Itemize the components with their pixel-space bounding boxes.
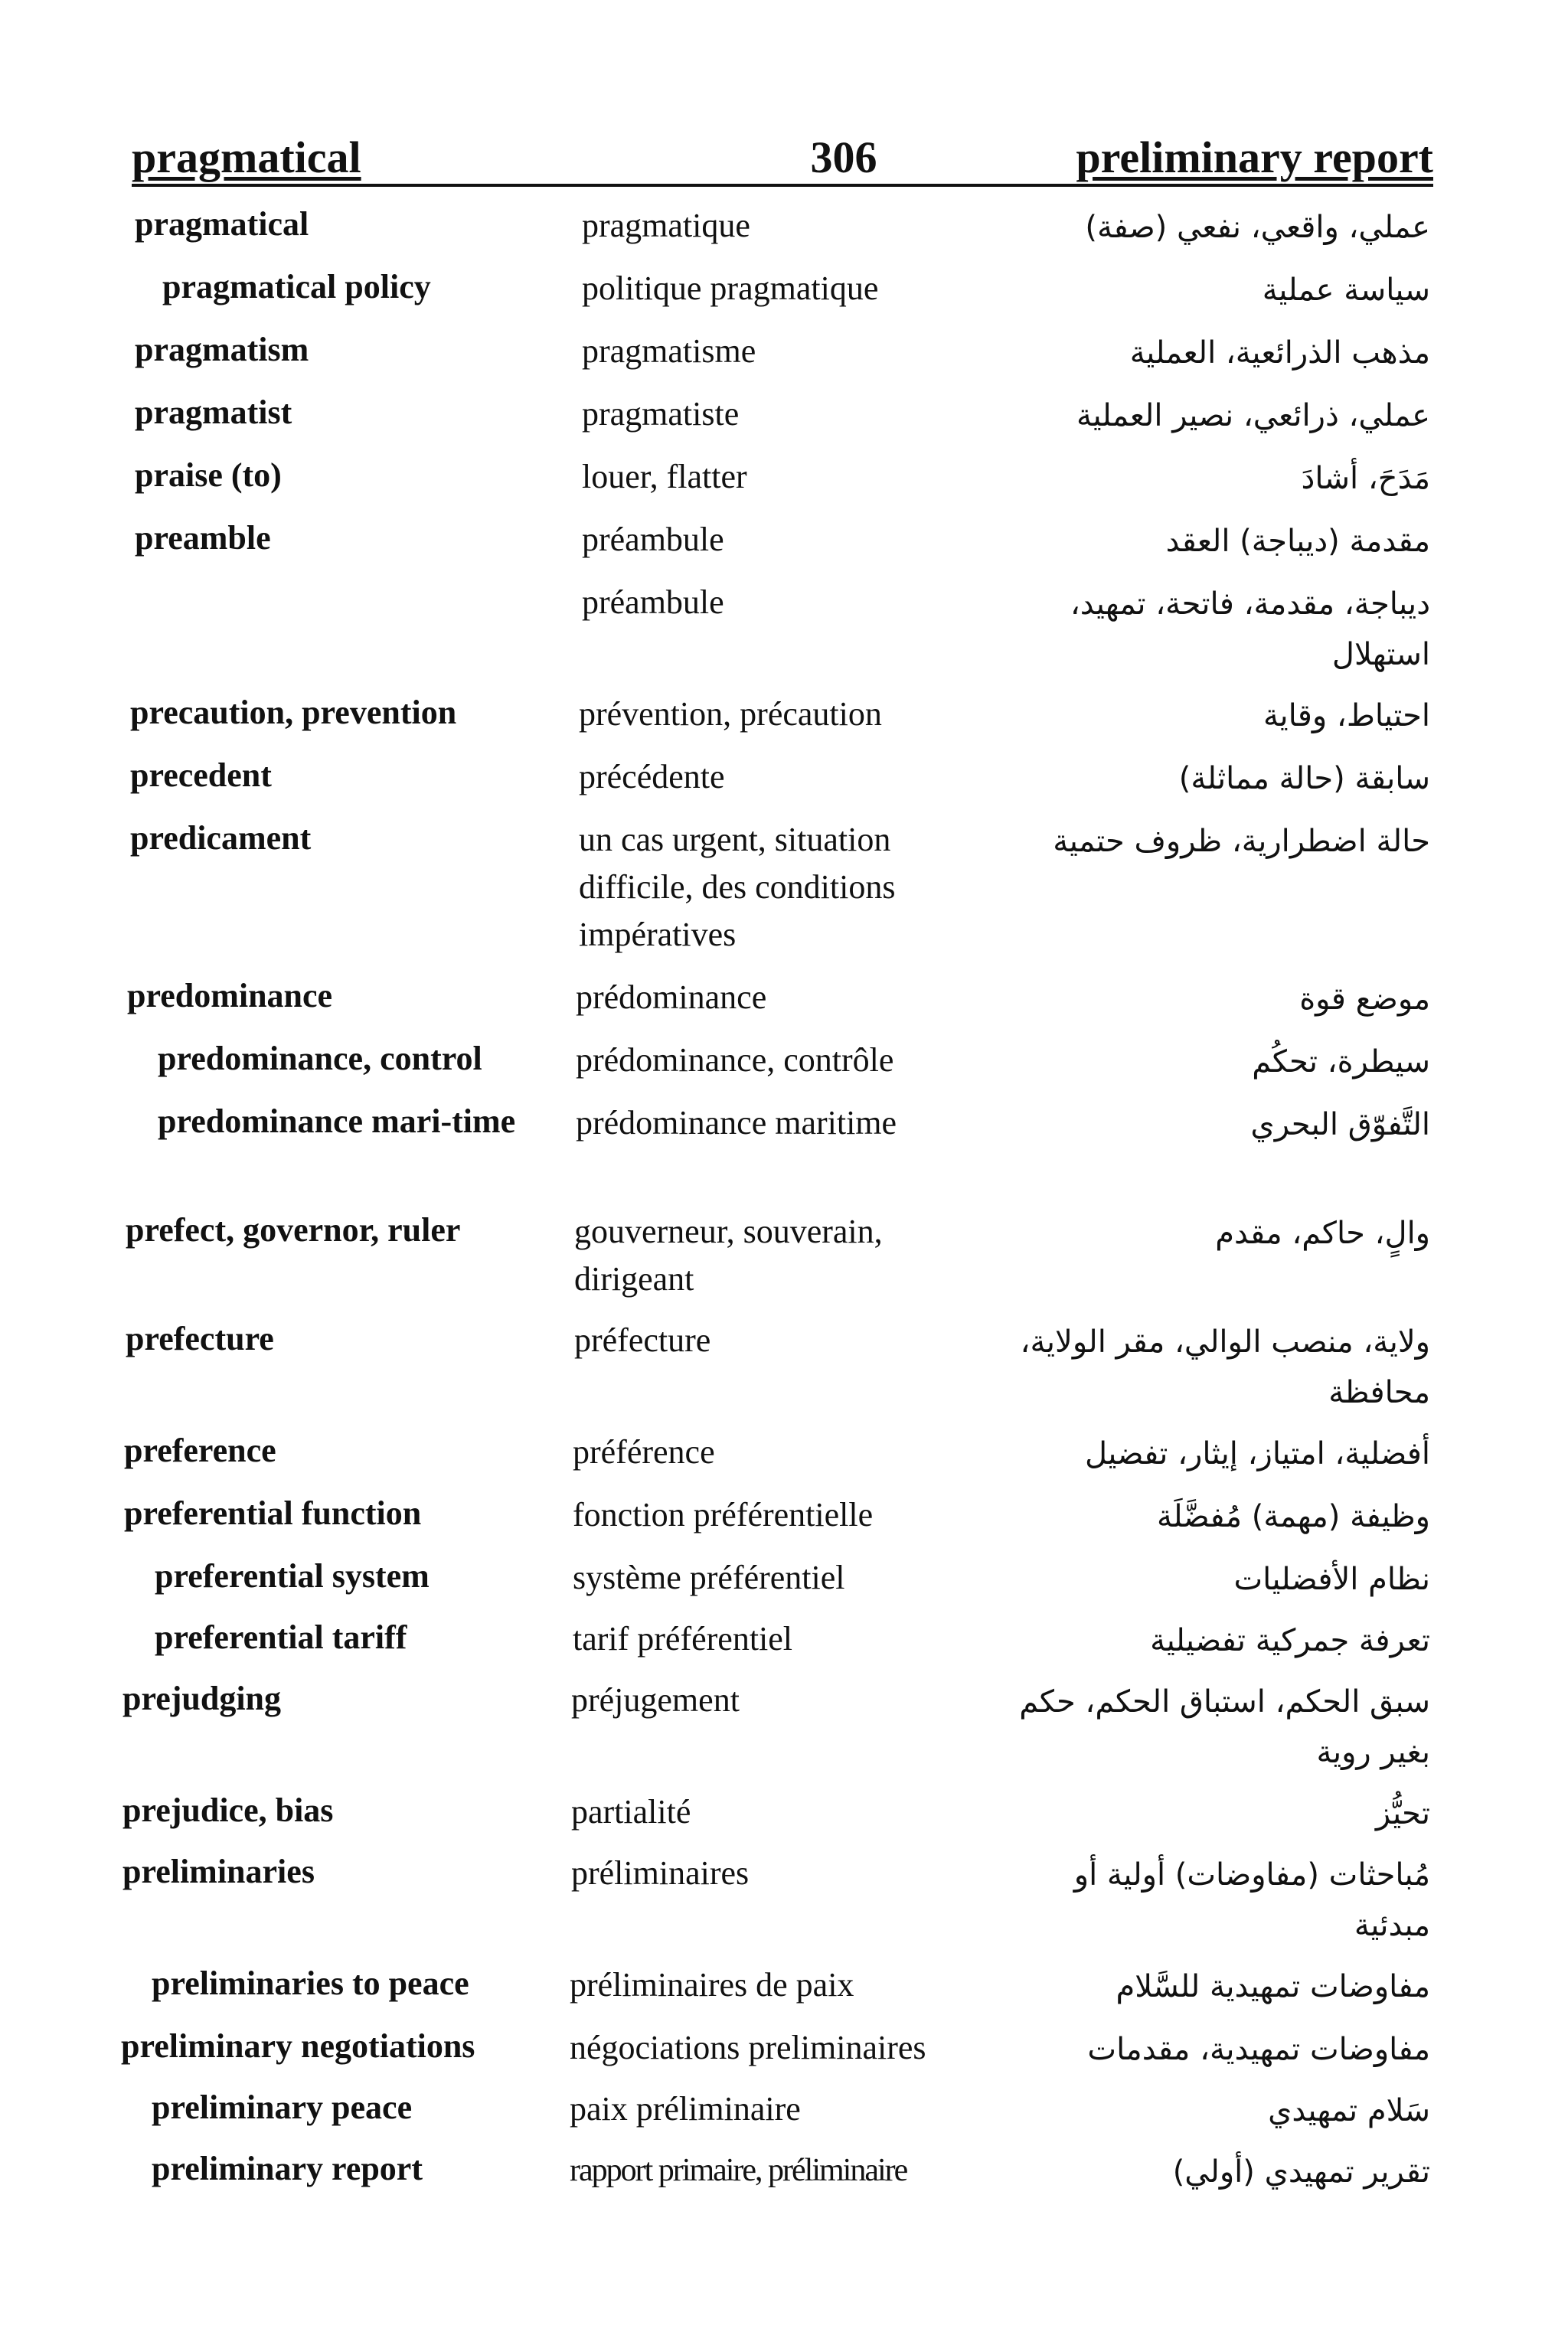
french-term: fonction préférentielle — [573, 1496, 874, 1533]
french-term: système préférentiel — [573, 1559, 845, 1596]
french-term: un cas urgent, situation difficile, des conditions impératives — [579, 821, 896, 953]
arabic-term: أفضلية، امتياز، إيثار، تفضيل — [1085, 1436, 1430, 1471]
arabic-term: موضع قوة — [1299, 981, 1430, 1017]
english-term: preliminaries to peace — [152, 1965, 469, 2002]
arabic-term: مذهب الذرائعية، العملية — [1129, 335, 1430, 371]
arabic-term: وظيفة (مهمة) مُفضَّلَة — [1156, 1499, 1430, 1534]
arabic-term: مفاوضات تمهيدية، مقدمات — [1087, 2032, 1430, 2067]
page-number: 306 — [810, 132, 877, 182]
arabic-term: مفاوضات تمهيدية للسَّلام — [1116, 1969, 1430, 2004]
arabic-term: عملي، واقعي، نفعي (صفة) — [1085, 210, 1430, 245]
english-term: preferential system — [155, 1557, 430, 1595]
french-term: pragmatisme — [582, 332, 756, 370]
english-term: pragmatical — [135, 205, 309, 243]
french-term: partialité — [571, 1793, 691, 1831]
french-term: préambule — [582, 521, 724, 558]
french-term: préliminaires de paix — [570, 1966, 854, 2004]
arabic-term: مَدَحَ، أشادَ — [1301, 461, 1430, 496]
french-term: préjugement — [571, 1681, 740, 1719]
english-term: preference — [124, 1432, 276, 1469]
english-term: precedent — [130, 756, 272, 794]
right-guide-word: preliminary report — [1076, 132, 1433, 182]
french-term: pragmatiste — [582, 395, 740, 433]
arabic-term: التَّفوّق البحري — [1250, 1107, 1430, 1142]
english-term: preferential function — [124, 1494, 422, 1532]
arabic-term: سياسة عملية — [1262, 273, 1430, 308]
arabic-term: حالة اضطرارية، ظروف حتمية — [1053, 824, 1430, 859]
arabic-term: تعرفة جمركية تفضيلية — [1150, 1623, 1430, 1658]
french-term: politique pragmatique — [582, 269, 879, 307]
arabic-term: نظام الأفضليات — [1233, 1562, 1430, 1597]
arabic-term: تقرير تمهيدي (أولي) — [1172, 2154, 1430, 2190]
arabic-term: والٍ، حاكم، مقدم — [1215, 1216, 1430, 1251]
arabic-term: سَلام تمهيدي — [1268, 2093, 1430, 2128]
english-term: predicament — [130, 819, 312, 857]
french-term: gouverneur, souverain, dirigeant — [574, 1213, 883, 1298]
english-term: precaution, prevention — [130, 694, 457, 731]
french-term: paix préliminaire — [570, 2090, 801, 2128]
arabic-term: احتياط، وقاية — [1263, 698, 1430, 733]
french-term: négociations preliminaires — [570, 2029, 926, 2066]
english-term: pragmatical policy — [162, 268, 431, 305]
left-guide-word: pragmatical — [132, 132, 361, 182]
arabic-term: مقدمة (ديباجة) العقد — [1165, 524, 1430, 559]
arabic-term: ولاية، منصب الوالي، مقر الولاية، محافظة — [1020, 1324, 1430, 1410]
french-term: préambule — [582, 583, 724, 621]
french-term: préliminaires — [571, 1854, 750, 1892]
french-term: prédominance, contrôle — [576, 1041, 894, 1079]
french-term: prévention, précaution — [579, 695, 882, 733]
english-term: prejudice, bias — [122, 1791, 334, 1829]
english-term: prejudging — [122, 1680, 282, 1717]
french-term: prédominance — [576, 978, 767, 1016]
arabic-term: مُباحثات (مفاوضات) أولية أو مبدئية — [1073, 1857, 1430, 1943]
arabic-term: سيطرة، تحكُم — [1252, 1044, 1430, 1079]
english-term: preliminaries — [122, 1853, 315, 1890]
arabic-term: عملي، ذرائعي، نصير العملية — [1076, 398, 1430, 433]
english-term: preliminary report — [152, 2150, 423, 2187]
french-term: rapport primaire, préliminaire — [570, 2153, 907, 2188]
english-term: pragmatism — [135, 331, 309, 368]
french-term: préfecture — [574, 1321, 711, 1359]
arabic-term: تحيُّز — [1375, 1796, 1430, 1831]
arabic-term: ديباجة، مقدمة، فاتحة، تمهيد، استهلال — [1070, 586, 1430, 672]
english-term: praise (to) — [135, 456, 282, 494]
french-term: précédente — [579, 758, 725, 795]
french-term: préférence — [573, 1433, 715, 1471]
arabic-term: سبق الحكم، استباق الحكم، حكم بغير روية — [1019, 1684, 1430, 1770]
french-term: tarif préférentiel — [573, 1620, 793, 1658]
english-term: predominance, control — [158, 1040, 482, 1077]
english-term: predominance mari-time — [158, 1102, 516, 1140]
french-term: pragmatique — [582, 207, 750, 244]
english-term: preferential tariff — [155, 1618, 407, 1656]
english-term: predominance — [127, 977, 333, 1014]
english-term: prefecture — [126, 1320, 274, 1357]
english-term: pragmatist — [135, 394, 292, 431]
english-term: preliminary peace — [152, 2089, 413, 2126]
french-term: prédominance maritime — [576, 1104, 897, 1142]
french-term: louer, flatter — [582, 458, 747, 495]
english-term: preliminary negotiations — [121, 2027, 475, 2065]
arabic-term: سابقة (حالة مماثلة) — [1178, 761, 1430, 796]
english-term: preamble — [135, 519, 271, 557]
english-term: prefect, governor, ruler — [126, 1211, 461, 1249]
